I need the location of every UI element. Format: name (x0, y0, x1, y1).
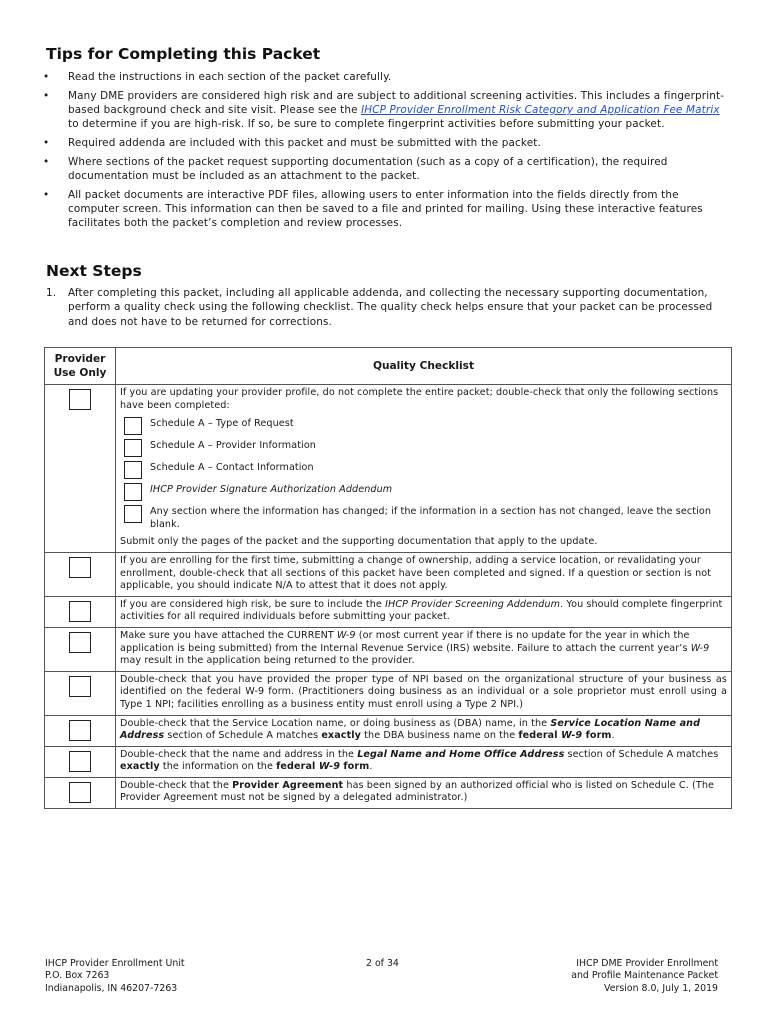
row-text: Double-check that the Provider Agreement has been signed by an authorized official who is listed on Schedule C. (The Provider Agreement must not be signed by a delegated administrator.) (116, 777, 732, 808)
bullet-icon: • (43, 89, 50, 102)
row-text: If you are updating your provider profile, do not complete the entire packet; double-check that only the following sections have been completed: (120, 387, 719, 411)
bullet-icon: • (43, 188, 50, 201)
sub-check-item: IHCP Provider Signature Authorization Addendum (124, 483, 727, 500)
sub-checkbox[interactable] (124, 483, 142, 501)
checklist-checkbox[interactable] (69, 557, 91, 578)
table-row (45, 596, 732, 627)
bullet-icon: • (43, 71, 50, 83)
footer-document-info: IHCP DME Provider Enrollment and Profile Maintenance Packet Version 8.0, July 1, 2019 (571, 958, 718, 994)
table-row (45, 746, 732, 777)
list-item: • Required addenda are included with this packet and must be submitted with the packet. (43, 137, 541, 149)
sub-check-item: Schedule A – Type of Request (124, 417, 727, 434)
checklist-checkbox[interactable] (69, 720, 91, 741)
risk-matrix-link[interactable]: IHCP Provider Enrollment Risk Category and Application Fee Matrix (361, 104, 720, 116)
row-text: Double-check that the Service Location name, or doing business as (DBA) name, in the Service Location Name and Address section of Schedule A matches exactly the DBA business name on the federal W-9 form. (116, 715, 732, 746)
table-row (45, 552, 732, 596)
step-text: After completing this packet, including all applicable addenda, and collecting the necessary supporting documentation, perform a quality check using the following checklist. The quality check helps ensure that your packet can be processed and does not have to be returned for corrections. (68, 287, 713, 328)
row-text: Make sure you have attached the CURRENT W-9 (or most current year if there is no update for the year in which the application is being submitted) from the Internal Revenue Service (IRS) website. Failure to attach the current year’s W-9 may result in the application being returned to the provider. (116, 627, 732, 671)
table-header-row (45, 348, 732, 385)
checklist-checkbox[interactable] (69, 782, 91, 803)
bullet-icon: • (43, 137, 50, 149)
row-text: Double-check that the name and address in the Legal Name and Home Office Address section of Schedule A matches exactly the information on the federal W-9 form. (116, 746, 732, 777)
checklist-checkbox[interactable] (69, 676, 91, 697)
step-number: 1. (46, 287, 57, 299)
row-text: Submit only the pages of the packet and the supporting documentation that apply to the update. (120, 536, 598, 548)
table-row (45, 715, 732, 746)
list-item: • All packet documents are interactive PDF files, allowing users to enter information into the fields directly from the computer screen. This information can then be saved to a file and printed for mailing. Using these interactive features facilitates both the packet’s completion and review processes. (43, 188, 703, 230)
table-row (45, 671, 732, 715)
row-text: If you are enrolling for the first time, submitting a change of ownership, adding a service location, or revalidating your enrollment, double-check that all sections of this packet have been completed and signed. If a question or section is not applicable, you should indicate N/A to attest that it does not apply. (116, 552, 732, 596)
sub-check-item: Schedule A – Contact Information (124, 461, 727, 478)
next-steps-title: Next Steps (46, 262, 142, 280)
table-row (45, 385, 732, 553)
sub-checkbox[interactable] (124, 461, 142, 479)
table-row (45, 627, 732, 671)
list-item: • Where sections of the packet request supporting documentation (such as a copy of a certification), the required documentation must be included as an attachment to the packet. (43, 155, 668, 182)
row-text: If you are considered high risk, be sure to include the IHCP Provider Screening Addendum. You should complete fingerprint activities for all required individuals before submitting your packet. (116, 596, 732, 627)
sub-check-item: Any section where the information has changed; if the information in a section has not changed, leave the section blank. (124, 505, 727, 531)
checklist-checkbox[interactable] (69, 601, 91, 622)
checklist-checkbox[interactable] (69, 389, 91, 410)
list-item: • Read the instructions in each section of the packet carefully. (43, 71, 392, 83)
page-number: 2 of 34 (366, 958, 399, 969)
checklist-checkbox[interactable] (69, 632, 91, 653)
tips-list (40, 70, 730, 235)
list-item: • Many DME providers are considered high risk and are subject to additional screening activities. This includes a fingerprint-based background check and site visit. Please see the IHCP Provider Enrollment Risk Category and Application Fee Matrix to determine if you are high-risk. If so, be sure to complete fingerprint activities before submitting your packet. (43, 89, 725, 131)
tips-title: Tips for Completing this Packet (46, 45, 321, 63)
checklist-checkbox[interactable] (69, 751, 91, 772)
provider-use-header: Provider Use Only (45, 348, 116, 385)
sub-checkbox[interactable] (124, 439, 142, 457)
sub-checkbox[interactable] (124, 505, 142, 523)
quality-checklist-table (44, 347, 732, 809)
quality-checklist-header: Quality Checklist (116, 348, 732, 385)
sub-check-item: Schedule A – Provider Information (124, 439, 727, 456)
sub-checkbox[interactable] (124, 417, 142, 435)
bullet-icon: • (43, 155, 50, 168)
next-steps-item (46, 286, 726, 329)
table-row (45, 777, 732, 808)
footer-address: IHCP Provider Enrollment Unit P.O. Box 7263 Indianapolis, IN 46207-7263 (45, 958, 185, 994)
row-text: Double-check that you have provided the proper type of NPI based on the organizational structure of your business as identified on the federal W-9 form. (Practitioners doing business as an individual or a sole proprietor must enroll using a Type 1 NPI; facilities enrolling as a business entity must enroll using a Type 2 NPI.) (116, 671, 732, 715)
